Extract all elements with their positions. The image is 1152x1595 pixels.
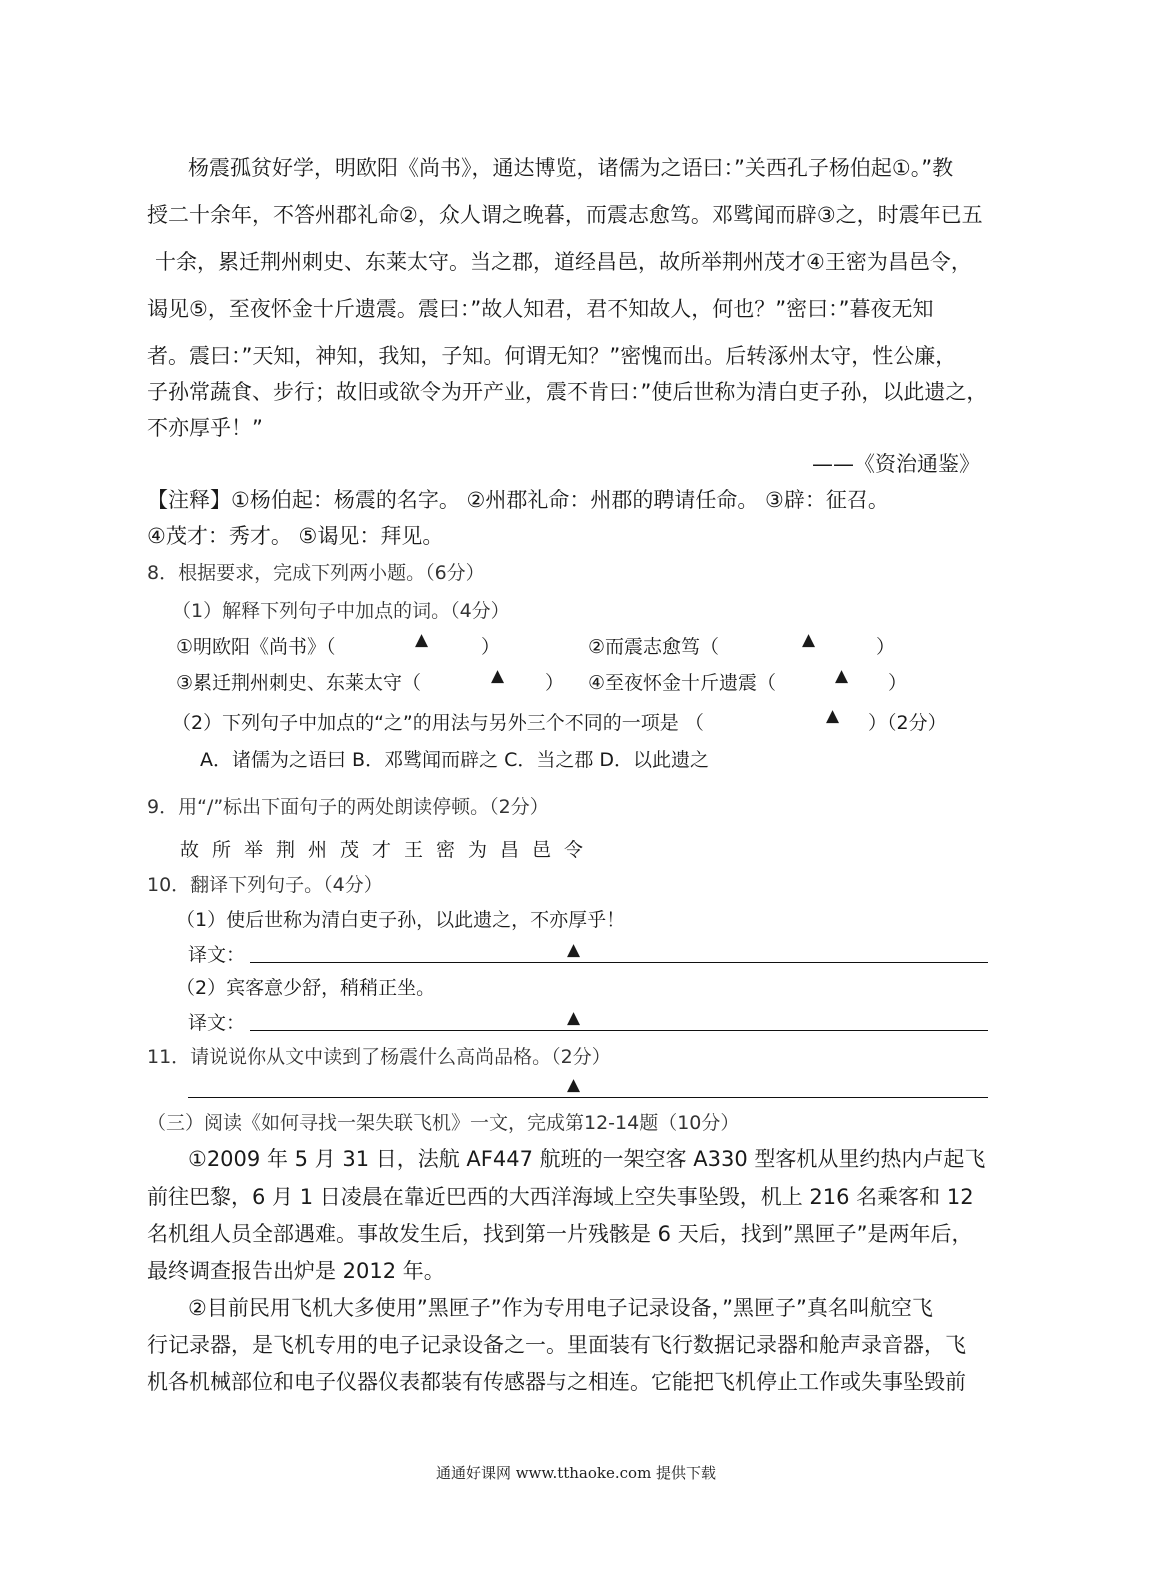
closing-paren: ） [876, 636, 896, 658]
question-8: 8．根据要求，完成下列两小题。（6分） [147, 562, 485, 584]
answer-line[interactable] [250, 940, 988, 963]
passage2-line-3: 名机组人员全部遇难。事故发生后，找到第一片残骸是 6 天后，找到”黑匣子”是两年后， [147, 1222, 973, 1246]
closing-paren: ） [481, 636, 501, 658]
answer-marker-triangle: ▲ [567, 1008, 581, 1028]
answer-marker-triangle: ▲ [491, 666, 505, 686]
answer-marker-triangle: ▲ [835, 666, 849, 686]
question-8-2: （2）下列句子中加点的“之”的用法与另外三个不同的一项是 （ [172, 712, 704, 734]
answer-marker-triangle: ▲ [826, 706, 840, 726]
passage2-line-5: ②目前民用飞机大多使用”黑匣子”作为专用电子记录设备，”黑匣子”真名叫航空飞 [188, 1296, 933, 1320]
notes-line-1: 【注释】①杨伯起：杨震的名字。 ②州郡礼命：州郡的聘请任命。 ③辟：征召。 [147, 488, 889, 512]
answer-marker-triangle: ▲ [567, 940, 581, 960]
passage1-line-5: 者。震曰：”天知，神知，我知，子知。何谓无知？”密愧而出。后转涿州太守，性公廉， [147, 344, 957, 368]
question-10: 10．翻译下列句子。（4分） [147, 874, 383, 896]
question-8-1b: ②而震志愈笃（ [588, 636, 720, 658]
question-8-1d: ④至夜怀金十斤遗震（ [588, 672, 777, 694]
answer-line[interactable] [188, 1075, 988, 1098]
passage1-line-4: 谒见⑤，至夜怀金十斤遗震。震曰：”故人知君，君不知故人，何也？”密曰：”暮夜无知 [147, 297, 934, 321]
question-11: 11．请说说你从文中读到了杨震什么高尚品格。（2分） [147, 1046, 611, 1068]
passage2-line-7: 机各机械部位和电子仪器仪表都装有传感器与之相连。它能把飞机停止工作或失事坠毁前 [147, 1370, 966, 1394]
question-8-1: （1）解释下列句子中加点的词。（4分） [172, 600, 510, 622]
passage1-line-1: 杨震孤贫好学，明欧阳《尚书》，通达博览，诸儒为之语曰：”关西孔子杨伯起①。”教 [188, 156, 954, 180]
answer-marker-triangle: ▲ [567, 1075, 581, 1095]
passage2-line-4: 最终调查报告出炉是 2012 年。 [147, 1259, 445, 1283]
question-8-1a: ①明欧阳《尚书》（ [176, 636, 336, 658]
closing-paren: ） [545, 672, 565, 694]
passage2-line-2: 前往巴黎，6 月 1 日凌晨在靠近巴西的大西洋海域上空失事坠毁，机上 216 名乘客和 12 [147, 1185, 974, 1209]
answer-marker-triangle: ▲ [415, 630, 429, 650]
passage2-line-1: ①2009 年 5 月 31 日，法航 AF447 航班的一架空客 A330 型客机从里约热内卢起飞 [188, 1147, 986, 1171]
passage1-line-6: 子孙常蔬食、步行；故旧或欲令为开产业，震不肯曰：”使后世称为清白吏子孙，以此遗之， [147, 380, 988, 404]
passage1-source: ——《资治通鉴》 [812, 452, 980, 476]
passage2-line-6: 行记录器，是飞机专用的电子记录设备之一。里面装有飞行数据记录器和舱声录音器，飞 [147, 1333, 966, 1357]
page-footer: 通通好课网 www.tthaoke.com 提供下载 [435, 1464, 717, 1482]
answer-marker-triangle: ▲ [802, 630, 816, 650]
question-10-1: （1）使后世称为清白吏子孙，以此遗之，不亦厚乎！ [176, 909, 626, 931]
passage1-line-3: 十余，累迁荆州刺史、东莱太守。当之郡，道经昌邑，故所举荆州茂才④王密为昌邑令， [155, 250, 972, 274]
notes-line-2: ④茂才：秀才。 ⑤谒见：拜见。 [147, 524, 444, 548]
passage1-line-2: 授二十余年，不答州郡礼命②，众人谓之晚暮，而震志愈笃。邓骘闻而辟③之，时震年已五 [147, 203, 983, 227]
question-10-2: （2）宾客意少舒，稍稍正坐。 [176, 977, 436, 999]
passage1-line-7: 不亦厚乎！” [147, 416, 263, 440]
question-8-options: A．诸儒为之语曰 B．邓骘闻而辟之 C．当之郡 D．以此遗之 [200, 749, 710, 771]
question-8-2-end: ）（2分） [868, 712, 947, 734]
answer-line[interactable] [250, 1008, 988, 1031]
translation-label: 译文： [188, 944, 246, 966]
question-8-1c: ③累迁荆州刺史、东莱太守（ [176, 672, 422, 694]
question-9-sentence: 故所举荆州茂才王密为昌邑令 [180, 839, 597, 861]
section-3-heading: （三）阅读《如何寻找一架失联飞机》一文，完成第12-14题（10分） [147, 1112, 740, 1134]
question-9: 9．用“/”标出下面句子的两处朗读停顿。（2分） [147, 796, 549, 818]
translation-label: 译文： [188, 1012, 246, 1034]
closing-paren: ） [888, 672, 908, 694]
